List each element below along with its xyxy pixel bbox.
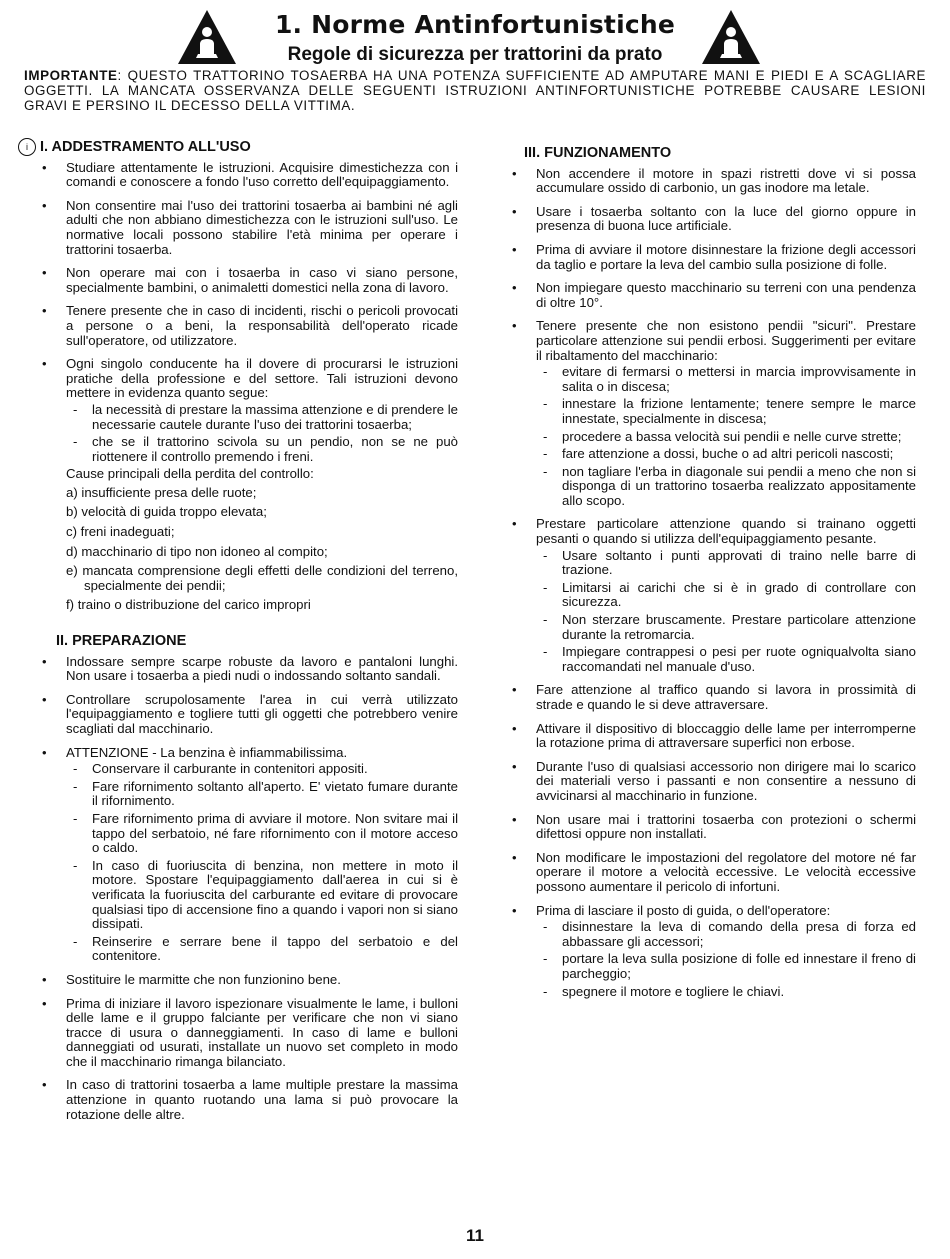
sub-list-item: - disinnestare la leva di comando della presa di forza ed abbassare gli accessori; <box>536 920 916 949</box>
section-title-text: I. ADDESTRAMENTO ALL'USO <box>40 139 251 155</box>
section-preparation-title: II. PREPARAZIONE <box>56 633 187 650</box>
page-title: 1. Norme Antinfortunistiche <box>274 10 676 39</box>
sub-list-item: - evitare di fermarsi o mettersi in marcia improvvisamente in salita o in discesa; <box>536 365 916 394</box>
sub-list-item: - Impiegare contrappesi o pesi per ruote ogniqualvolta siano raccomandati nel manuale d'uso. <box>536 645 916 674</box>
sub-list <box>536 549 916 675</box>
cause-item: c) freni inadeguati; <box>66 524 175 540</box>
list-item: • Controllare scrupolosamente l'area in cui verrà utilizzato l'equipaggiamento e togliere tutti gli oggetti che potrebbero venire scagliati dal macchinario. <box>40 693 458 737</box>
cause-item: b) velocità di guida troppo elevata; <box>66 504 267 520</box>
sub-list-item: - Reinserire e serrare bene il tappo del serbatoio e del contenitore. <box>66 935 458 964</box>
sub-list-item: - In caso di fuoriuscita di benzina, non mettere in moto il motore. Spostare l'equipaggiamento dall'aerea in cui si è verificata la fuoriuscita del carburante ed evitare di provocare qualsiasi tipo di accensione fino a quando i vapori non si siano dissipati. <box>66 859 458 932</box>
list-item: • Usare i tosaerba soltanto con la luce del giorno oppure in presenza di buona luce artificiale. <box>510 205 916 234</box>
sub-list-item: - Fare rifornimento prima di avviare il motore. Non svitare mai il tappo del serbatoio, né fare rifornimento con il motore acceso o caldo. <box>66 812 458 856</box>
list-item-text: ATTENZIONE - La benzina è infiammabilissima. <box>66 744 348 760</box>
list-item <box>40 746 458 964</box>
list-item: • Studiare attentamente le istruzioni. Acquisire dimestichezza con i comandi e conoscere a fondo l'uso corretto dell'equipaggiamento. <box>40 161 458 190</box>
training-list <box>40 161 458 613</box>
list-item: • Fare attenzione al traffico quando si lavora in prossimità di strade e quando le si deve attraversare. <box>510 683 916 712</box>
list-item <box>510 904 916 1000</box>
cause-item: d) macchinario di tipo non idoneo al compito; <box>66 543 328 559</box>
list-item <box>510 517 916 674</box>
preparation-list <box>40 655 458 1123</box>
sub-list-item: - Non sterzare bruscamente. Prestare particolare attenzione durante la retromarcia. <box>536 613 916 642</box>
sub-list-item: - procedere a bassa velocità sui pendii e nelle curve strette; <box>536 430 916 445</box>
sub-list-item: - Conservare il carburante in contenitori appositi. <box>66 762 458 777</box>
list-item: • Non accendere il motore in spazi ristretti dove vi si possa accumulare ossido di carbonio, un gas inodore ma letale. <box>510 167 916 196</box>
list-item: • Sostituire le marmitte che non funzionino bene. <box>40 973 458 988</box>
sub-list-item: - innestare la frizione lentamente; tenere sempre le marce innestate, specialmente in discesa; <box>536 397 916 426</box>
list-item: • Non operare mai con i tosaerba in caso vi siano persone, specialmente bambini, o animaletti domestici nella zona di lavoro. <box>40 266 458 295</box>
sub-list <box>66 762 458 964</box>
page-number: 11 <box>466 1226 484 1245</box>
causes-intro: Cause principali della perdita del controllo: <box>66 466 314 482</box>
page-subtitle: Regole di sicurezza per trattorini da prato <box>287 44 663 65</box>
cause-item: e) mancata comprensione degli effetti delle condizioni del terreno, specialmente dei pendii; <box>66 563 458 593</box>
sub-list-item: - fare attenzione a dossi, buche o ad altri pericoli nascosti; <box>536 447 916 462</box>
page-header <box>0 4 950 70</box>
section-operation-title: III. FUNZIONAMENTO <box>524 145 672 161</box>
operation-list <box>510 167 916 1000</box>
right-column <box>510 146 916 1008</box>
sub-list-item: - che se il trattorino scivola su un pendio, non se ne può riottenere il controllo premendo i freni. <box>66 435 458 464</box>
left-column <box>26 139 458 1131</box>
list-item: • Non impiegare questo macchinario su terreni con una pendenza di oltre 10°. <box>510 281 916 310</box>
list-item: • Non consentire mai l'uso dei trattorini tosaerba ai bambini né agli adulti che non abbiano dimestichezza con le istruzioni sull'uso. Le normative locali possono stabilire l'età minima per operare i trattorini tosaerba. <box>40 199 458 257</box>
sub-list-item: - spegnere il motore e togliere le chiavi. <box>536 985 916 1000</box>
sub-list-item: - la necessità di prestare la massima attenzione e di prendere le necessarie cautele durante l'uso dei trattorini tosaerba; <box>66 403 458 432</box>
list-item: • Non usare mai i trattorini tosaerba con protezioni o schermi difettosi oppure non installati. <box>510 813 916 842</box>
sub-list-item: - Limitarsi ai carichi che si è in grado di controllare con sicurezza. <box>536 581 916 610</box>
important-text: : QUESTO TRATTORINO TOSAERBA HA UNA POTENZA SUFFICIENTE AD AMPUTARE MANI E PIEDI E A SCAGLIARE OGGETTI. LA MANCATA OSSERVANZA DELLE SEGUENTI ISTRUZIONI ANTINFORTUNISTICHE POTREBBE CAUSARE LESIONI GRAVI E PERSINO IL DECESSO DELLA VITTIMA. <box>24 68 926 113</box>
list-item: • Indossare sempre scarpe robuste da lavoro e pantaloni lunghi. Non usare i tosaerba a piedi nudi o indossando soltanto sandali. <box>40 655 458 684</box>
list-item-text: Ogni singolo conducente ha il dovere di procurarsi le istruzioni pratiche della professione e del settore. Tali istruzioni devono mettere in evidenza quanto segue: <box>66 356 458 401</box>
important-notice <box>24 69 926 113</box>
sub-list-item: - portare la leva sulla posizione di folle ed innestare il freno di parcheggio; <box>536 952 916 981</box>
sub-list <box>66 403 458 464</box>
list-item: • Attivare il dispositivo di bloccaggio delle lame per interromperne la rotazione prima di attraversare superfici non erbose. <box>510 722 916 751</box>
cause-item: a) insufficiente presa delle ruote; <box>66 484 257 500</box>
sub-list-item: - Fare rifornimento soltanto all'aperto. E' vietato fumare durante il rifornimento. <box>66 780 458 809</box>
sub-list <box>536 365 916 508</box>
list-item: • In caso di trattorini tosaerba a lame multiple prestare la massima attenzione in quanto ruotando una lama si può provocare la rotazione delle altre. <box>40 1078 458 1122</box>
section-training-title <box>26 139 458 155</box>
list-item: • Prima di avviare il motore disinnestare la frizione degli accessori da taglio e portare la leva del cambio sulla posizione di folle. <box>510 243 916 272</box>
sub-list <box>536 920 916 999</box>
list-item <box>40 357 458 613</box>
list-item: • Tenere presente che in caso di incidenti, rischi o pericoli provocati a persone o a beni, la responsabilità dell'operato ricade sull'operatore, od utilizzatore. <box>40 304 458 348</box>
list-item-text: Prima di lasciare il posto di guida, o dell'operatore: <box>536 902 831 918</box>
list-item: • Non modificare le impostazioni del regolatore del motore né far operare il motore a velocità eccessive. Le velocità eccessive possono aumentare il pericolo di infortuni. <box>510 851 916 895</box>
list-item: • Prima di iniziare il lavoro ispezionare visualmente le lame, i bulloni delle lame e il gruppo falciante per verificare che non vi siano tracce di usura o danneggiamenti. In caso di lame e bulloni danneggiati od usurati, installate un nuovo set completo in modo che il macchinario rimanga bilanciato. <box>40 997 458 1070</box>
info-circle-icon: i <box>18 138 36 156</box>
sub-list-item: - non tagliare l'erba in diagonale sui pendii a meno che non si disponga di un trattorino tosaerba realizzato appositamente allo scopo. <box>536 465 916 509</box>
important-lead: IMPORTANTE <box>24 68 118 83</box>
list-item-text: Tenere presente che non esistono pendii "sicuri". Prestare particolare attenzione sui pendii erbosi. Suggerimenti per evitare il ribaltamento del macchinario: <box>536 318 916 363</box>
list-item <box>510 319 916 508</box>
cause-item: f) traino o distribuzione del carico impropri <box>66 597 311 613</box>
list-item-text: Prestare particolare attenzione quando si trainano oggetti pesanti o quando si utilizza dell'equipaggiamento pesante. <box>536 516 916 547</box>
sub-list-item: - Usare soltanto i punti approvati di traino nelle barre di trazione. <box>536 549 916 578</box>
warning-person-icon <box>700 8 762 66</box>
list-item: • Durante l'uso di qualsiasi accessorio non dirigere mai lo scarico dei materiali verso i passanti e non consentire a nessuno di avvicinarsi al macchinario in funzione. <box>510 760 916 804</box>
